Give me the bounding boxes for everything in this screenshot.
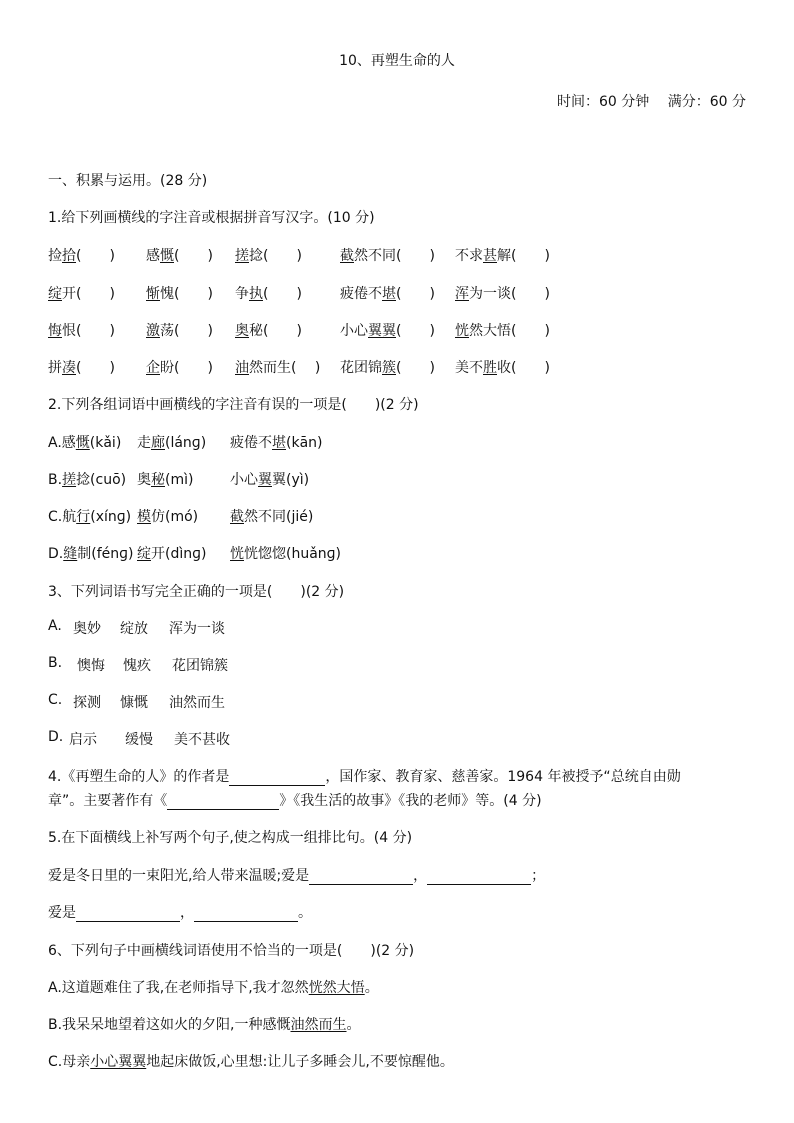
option-word: 愧疚 (123, 658, 151, 674)
word-item (235, 283, 302, 303)
underlined-char: 油 (235, 360, 249, 376)
word-item (48, 357, 115, 377)
answer-slot[interactable]: 秘( ) (249, 323, 302, 339)
q5-end: 。 (298, 905, 312, 921)
underlined-char: 奥 (235, 323, 249, 339)
underlined-char: 廊 (151, 435, 165, 451)
underlined-char: 执 (249, 286, 263, 302)
underlined-char: 甚 (483, 248, 497, 264)
underlined-char: 恍 (230, 546, 244, 562)
answer-slot[interactable]: ( ) (396, 323, 435, 339)
option-text: 。 (364, 980, 379, 996)
answer-slot[interactable]: ( ) (396, 286, 435, 302)
time-label: 时间：60 分钟 (557, 94, 650, 110)
section-heading: 一、积累与运用。(28 分) (48, 173, 208, 189)
answer-slot[interactable]: 为一谈( ) (469, 286, 550, 302)
option-word: 绽放 (120, 621, 148, 637)
underlined-char: 秘 (151, 472, 165, 488)
underlined-char: 缝 (63, 546, 78, 562)
page-title: 10、再塑生命的人 (339, 53, 455, 69)
answer-slot[interactable]: 捻( ) (249, 248, 302, 264)
underlined-char: 激 (146, 323, 160, 339)
answer-blank[interactable] (427, 868, 531, 885)
answer-slot[interactable]: 荡( ) (160, 323, 213, 339)
underlined-char: 慨 (160, 248, 174, 264)
underlined-char: 胜 (483, 360, 497, 376)
word-text: 争 (235, 286, 249, 302)
word-item (48, 469, 126, 489)
underlined-char: 翼翼 (368, 323, 396, 339)
option-word: 启示 (69, 732, 97, 748)
word-text: 疲倦不 (230, 435, 272, 451)
word-text: 走 (137, 435, 151, 451)
option-text: A.这道题难住了我,在老师指导下,我才忽然 (48, 980, 309, 996)
word-text: 美不 (455, 360, 483, 376)
underlined-word: 恍然大悟 (308, 980, 365, 996)
word-item (235, 245, 302, 265)
answer-slot[interactable]: ( ) (396, 360, 435, 376)
word-text: 小心 (340, 323, 368, 339)
word-item (235, 320, 302, 340)
underlined-char: 模 (137, 509, 151, 525)
word-item (340, 357, 435, 377)
answer-slot[interactable]: 然不同(jié) (244, 509, 314, 525)
word-item (340, 283, 435, 303)
question-2-stem: 2.下列各组词语中画横线的字注音有误的一项是( )(2 分) (48, 397, 419, 413)
underlined-char: 搓 (62, 472, 77, 488)
word-item (230, 432, 322, 452)
q4-text-d: 》《我生活的故事》《我的老师》等。(4 分) (279, 793, 542, 809)
question-5-line-1 (48, 865, 545, 885)
q4-text-b: ，国作家、教育家、慈善家。1964 年被授予“总统自由勋 (325, 769, 681, 785)
q5-text-a: 爱是冬日里的一束阳光,给人带来温暖;爱是 (48, 868, 310, 884)
underlined-word: 小心翼翼 (90, 1054, 147, 1070)
exam-meta (543, 91, 746, 111)
q4-text-c: 章”。主要著作有《 (48, 793, 168, 809)
word-item (455, 283, 550, 303)
answer-slot[interactable]: 恍惚惚(huǎnɡ) (244, 546, 342, 562)
q5-text-b: 爱是 (48, 905, 76, 921)
answer-slot[interactable]: 收( ) (497, 360, 550, 376)
option-word: 油然而生 (169, 695, 225, 711)
option-text: C.母亲 (48, 1054, 91, 1070)
answer-slot[interactable]: 开( ) (62, 286, 115, 302)
word-text: A.感 (48, 435, 76, 451)
answer-slot[interactable]: 仿(mó) (151, 509, 199, 525)
q5-sep: ， (180, 905, 194, 921)
answer-slot[interactable]: 然而生( ) (249, 360, 321, 376)
word-text: 捡 (48, 248, 62, 264)
word-text: 小心 (230, 472, 258, 488)
underlined-char: 绽 (137, 546, 151, 562)
option-text: 地起床做饭,心里想:让儿子多睡会儿,不要惊醒他。 (146, 1054, 454, 1070)
option-word: 缓慢 (125, 732, 153, 748)
option-letter: C. (48, 692, 63, 708)
word-item (48, 320, 115, 340)
answer-blank[interactable] (76, 905, 180, 922)
answer-slot[interactable]: (xínɡ) (90, 509, 132, 525)
answer-slot[interactable]: 恨( ) (62, 323, 115, 339)
option-word: 奥妙 (73, 621, 101, 637)
underlined-char: 悔 (48, 323, 62, 339)
work-blank[interactable] (167, 793, 279, 810)
option-word: 探测 (73, 695, 101, 711)
underlined-word: 油然而生 (290, 1017, 347, 1033)
word-item (137, 469, 193, 489)
word-item (48, 283, 115, 303)
underlined-char: 截 (230, 509, 244, 525)
word-item (146, 357, 213, 377)
underlined-char: 绽 (48, 286, 62, 302)
word-text: 奥 (137, 472, 151, 488)
question-4-line-2 (48, 790, 542, 810)
answer-slot[interactable]: 然不同( ) (354, 248, 435, 264)
word-text: 不求 (455, 248, 483, 264)
answer-blank[interactable] (194, 905, 298, 922)
q5-sep: ， (413, 868, 428, 884)
underlined-char: 堪 (272, 435, 286, 451)
option-letter: B. (48, 655, 63, 671)
word-item (137, 432, 206, 452)
word-text: 感 (146, 248, 160, 264)
option-word: 慷慨 (120, 695, 148, 711)
word-item (137, 506, 198, 526)
answer-slot[interactable]: 捻(cuō) (76, 472, 127, 488)
underlined-char: 簇 (382, 360, 396, 376)
underlined-char: 浑 (455, 286, 469, 302)
word-text: 花团锦 (340, 360, 382, 376)
question-6-option-b (48, 1014, 361, 1034)
word-item (455, 320, 550, 340)
score-label: 满分：60 分 (667, 94, 746, 110)
underlined-char: 翼 (258, 472, 272, 488)
word-item (455, 357, 550, 377)
answer-slot[interactable]: 开(dìnɡ) (151, 546, 207, 562)
question-6-option-c (48, 1051, 454, 1071)
answer-slot[interactable]: ( ) (174, 248, 213, 264)
option-word: 花团锦簇 (172, 658, 228, 674)
answer-slot[interactable]: 盼( ) (160, 360, 213, 376)
word-item (230, 543, 341, 563)
underlined-char: 拾 (62, 248, 76, 264)
answer-slot[interactable]: 然大悟( ) (469, 323, 550, 339)
question-4-line-1 (48, 766, 681, 786)
underlined-char: 惭 (146, 286, 160, 302)
underlined-char: 搓 (235, 248, 249, 264)
word-item (146, 283, 213, 303)
word-text: B. (48, 472, 63, 488)
q5-end: ； (531, 868, 546, 884)
answer-slot[interactable]: ( ) (263, 286, 302, 302)
question-6-stem: 6、下列句子中画横线词语使用不恰当的一项是( )(2 分) (48, 943, 415, 959)
word-item (48, 432, 121, 452)
option-text: B.我呆呆地望着这如火的夕阳,一种感慨 (48, 1017, 291, 1033)
underlined-char: 恍 (455, 323, 469, 339)
underlined-char: 企 (146, 360, 160, 376)
option-letter: A. (48, 618, 62, 634)
question-3-stem: 3、下列词语书写完全正确的一项是( )(2 分) (48, 584, 345, 600)
option-word: 浑为一谈 (169, 621, 225, 637)
answer-slot[interactable]: (kǎi) (89, 435, 122, 451)
word-item (230, 506, 313, 526)
answer-slot[interactable]: 翼(yì) (272, 472, 310, 488)
option-text: 。 (346, 1017, 361, 1033)
question-5-stem: 5.在下面横线上补写两个句子,使之构成一组排比句。(4 分) (48, 830, 413, 846)
word-text: 疲倦不 (340, 286, 382, 302)
question-1-stem: 1.给下列画横线的字注音或根据拼音写汉字。(10 分) (48, 210, 375, 226)
answer-slot[interactable]: (kān) (286, 435, 323, 451)
answer-slot[interactable]: 解( ) (497, 248, 550, 264)
q4-text-a: 4.《再塑生命的人》的作者是 (48, 769, 230, 785)
word-text: D. (48, 546, 64, 562)
answer-slot[interactable]: (mì) (165, 472, 194, 488)
word-item (340, 320, 435, 340)
word-item (146, 320, 213, 340)
underlined-char: 凑 (62, 360, 76, 376)
word-item (230, 469, 309, 489)
underlined-char: 慨 (75, 435, 90, 451)
word-item (48, 245, 115, 265)
answer-blank[interactable] (309, 868, 413, 885)
word-item (48, 543, 133, 563)
answer-slot[interactable]: ( ) (76, 248, 115, 264)
word-item (235, 357, 320, 377)
question-6-option-a (48, 977, 379, 997)
option-word: 美不甚收 (174, 732, 230, 748)
word-item (340, 245, 435, 265)
answer-slot[interactable]: 制(fénɡ) (77, 546, 134, 562)
word-item (455, 245, 550, 265)
word-item (137, 543, 206, 563)
underlined-char: 行 (76, 509, 91, 525)
word-text: C.航 (48, 509, 77, 525)
answer-slot[interactable]: ( ) (76, 360, 115, 376)
question-5-line-2 (48, 902, 312, 922)
answer-slot[interactable]: (lánɡ) (165, 435, 207, 451)
author-blank[interactable] (229, 769, 325, 786)
underlined-char: 堪 (382, 286, 396, 302)
word-item (146, 245, 213, 265)
option-letter: D. (48, 729, 64, 745)
answer-slot[interactable]: 愧( ) (160, 286, 213, 302)
option-word: 懊悔 (77, 658, 105, 674)
word-text: 拼 (48, 360, 62, 376)
underlined-char: 截 (340, 248, 354, 264)
word-item (48, 506, 131, 526)
